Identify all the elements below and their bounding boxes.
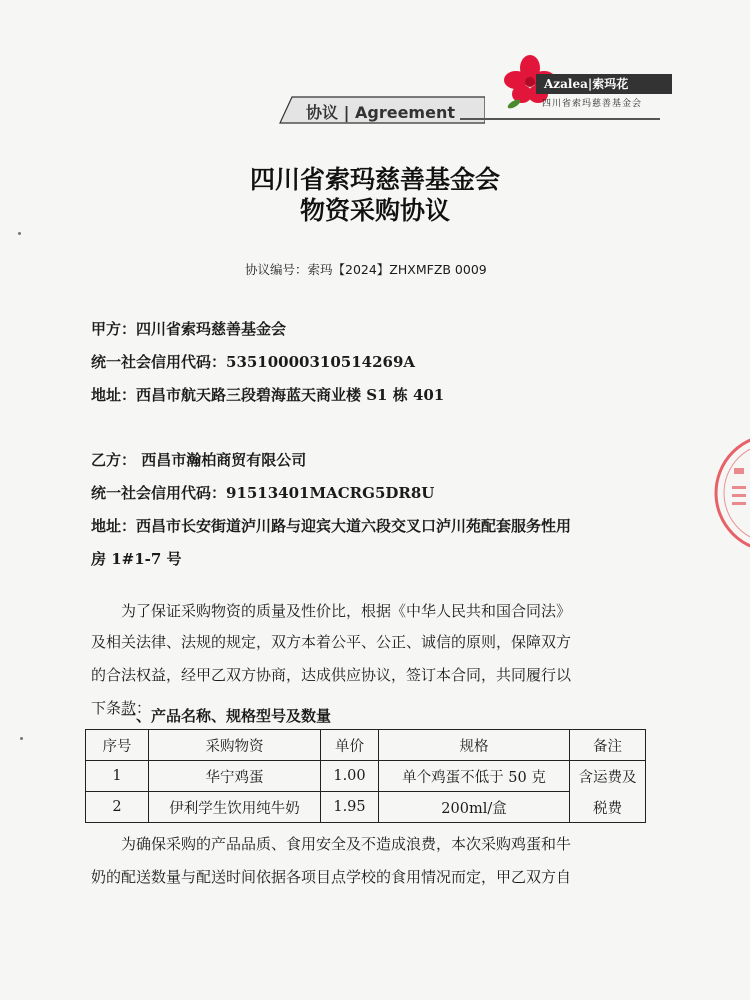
table-cell: 2 [86, 792, 149, 823]
agreement-number: 协议编号：索玛【2024】ZHXMFZB 0009 [245, 262, 487, 277]
table-header-cell: 单价 [321, 730, 379, 761]
party-a-address: 地址：西昌市航天路三段碧海蓝天商业楼 S1 栋 401 [91, 386, 445, 404]
header-divider [460, 118, 660, 120]
table-header-cell: 规格 [379, 730, 570, 761]
remark-cell [570, 761, 646, 823]
intro-line-4: 下条款： [91, 699, 152, 717]
table-cell: 1 [86, 761, 149, 792]
scan-speck [18, 232, 21, 235]
party-b-address-line1: 地址：西昌市长安街道泸川路与迎宾大道六段交叉口泸川苑配套服务性用 [91, 517, 572, 535]
logo-subtitle: 四川省索玛慈善基金会 [542, 99, 643, 109]
party-a-credit-code: 统一社会信用代码：53510000310514269A [91, 353, 416, 371]
table-row [86, 761, 646, 792]
agreement-banner [270, 96, 485, 124]
intro-line-1: 为了保证采购物资的质量及性价比，根据《中华人民共和国合同法》 [121, 602, 572, 620]
party-b-name: 乙方： 西昌市瀚柏商贸有限公司 [91, 451, 307, 469]
document-title-line1: 四川省索玛慈善基金会 [249, 165, 500, 194]
table-row [86, 792, 646, 823]
table-header-row [86, 730, 646, 761]
intro-line-3: 的合法权益，经甲乙双方协商，达成供应协议，签订本合同，共同履行以 [91, 666, 572, 684]
closing-line-2: 奶的配送数量与配送时间依据各项目点学校的食用情况而定，甲乙双方自 [91, 868, 572, 886]
scan-speck [20, 737, 23, 740]
table-cell: 伊利学生饮用纯牛奶 [149, 792, 321, 823]
product-table [85, 729, 646, 823]
remark-line2: 税费 [593, 800, 622, 817]
table-cell: 单个鸡蛋不低于 50 克 [379, 761, 570, 792]
document-title-line2: 物资采购协议 [299, 196, 450, 225]
logo-brand-text: Azalea|索玛花 [536, 74, 672, 94]
official-seal-stamp [712, 428, 750, 558]
table-cell: 1.00 [321, 761, 379, 792]
table-header-cell: 采购物资 [149, 730, 321, 761]
closing-line-1: 为确保采购的产品品质、食用安全及不造成浪费，本次采购鸡蛋和牛 [121, 835, 572, 853]
table-header-cell: 序号 [86, 730, 149, 761]
intro-line-2: 及相关法律、法规的规定，双方本着公平、公正、诚信的原则，保障双方 [91, 633, 572, 651]
remark-line1: 含运费及 [578, 769, 637, 786]
agreement-label: 协议 | Agreement [306, 103, 455, 122]
table-cell: 1.95 [321, 792, 379, 823]
party-b-credit-code: 统一社会信用代码：91513401MACRG5DR8U [91, 484, 435, 502]
party-b-address-line2: 房 1#1-7 号 [91, 550, 182, 568]
section-1-heading: 一、产品名称、规格型号及数量 [121, 707, 332, 725]
table-header-cell: 备注 [570, 730, 646, 761]
table-cell: 200ml/盒 [379, 792, 570, 823]
table-cell: 华宁鸡蛋 [149, 761, 321, 792]
foundation-logo [500, 52, 670, 112]
party-a-name: 甲方：四川省索玛慈善基金会 [91, 320, 287, 338]
